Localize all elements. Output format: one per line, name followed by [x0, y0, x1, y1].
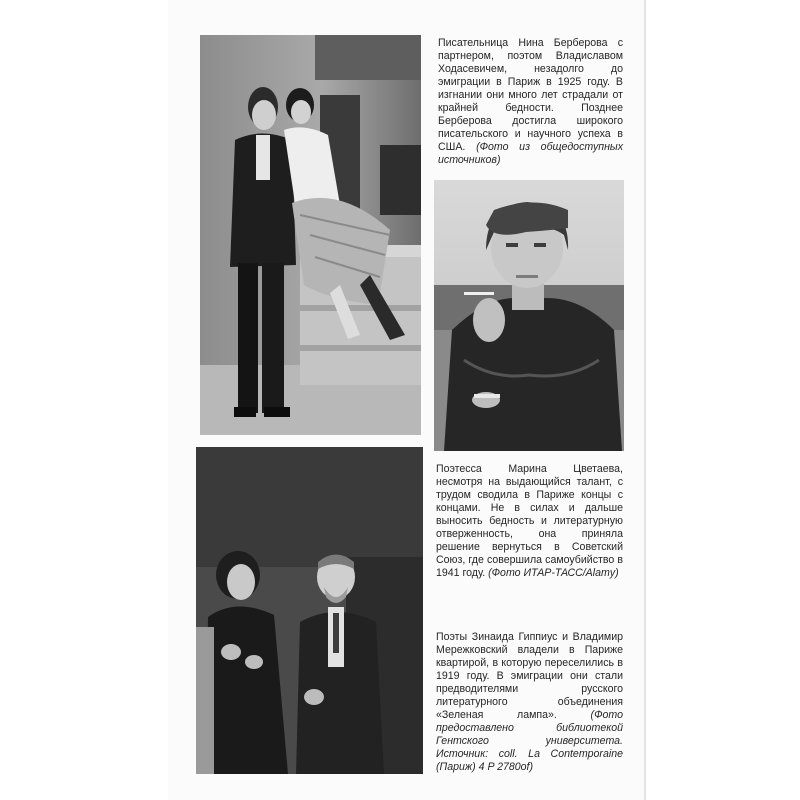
caption-gippius-text: Поэты Зинаида Гиппиус и Владимир Мережковский владели в Париже квартирой, в которую переселились в 1919 году. В эмиграции они стали предводителями русского литературного объединения «Зеленая лампа». — [436, 631, 623, 721]
caption-tsvetaeva-text: Поэтесса Марина Цветаева, несмотря на выдающийся талант, с трудом сводила в Париже концы с концами. Не в силах и дальше выносить бедность и литературную отверженность, она приняла решение вернуться в Советский Союз, где совершила самоубийство в 1941 году. — [436, 463, 623, 579]
caption-gippius — [436, 631, 623, 774]
photo-gippius-merezhkovsky — [196, 447, 423, 774]
photo-berberova-khodasevich — [200, 35, 421, 435]
caption-berberova — [438, 37, 623, 167]
page-edge — [644, 0, 646, 800]
photo-tsvetaeva — [434, 180, 624, 451]
caption-berberova-text: Писательница Нина Берберова с партнером, поэтом Владиславом Ходасевичем, незадолго до эмиграции в Париж в 1925 году. В изгнании они много лет страдали от крайней бедности. Позднее Берберова достигла широкого писательского и научного успеха в США. — [438, 37, 623, 153]
caption-tsvetaeva-credit: (Фото ИТАР-ТАСС/Alamy) — [488, 567, 619, 579]
caption-gippius-credit: (Фото предоставлено библиотекой Гентского университета. Источник: coll. La Contemporaine (Париж) 4 P 2780of) — [436, 709, 623, 773]
caption-berberova-credit: (Фото из общедоступных источников) — [438, 141, 624, 166]
caption-tsvetaeva — [436, 463, 623, 580]
